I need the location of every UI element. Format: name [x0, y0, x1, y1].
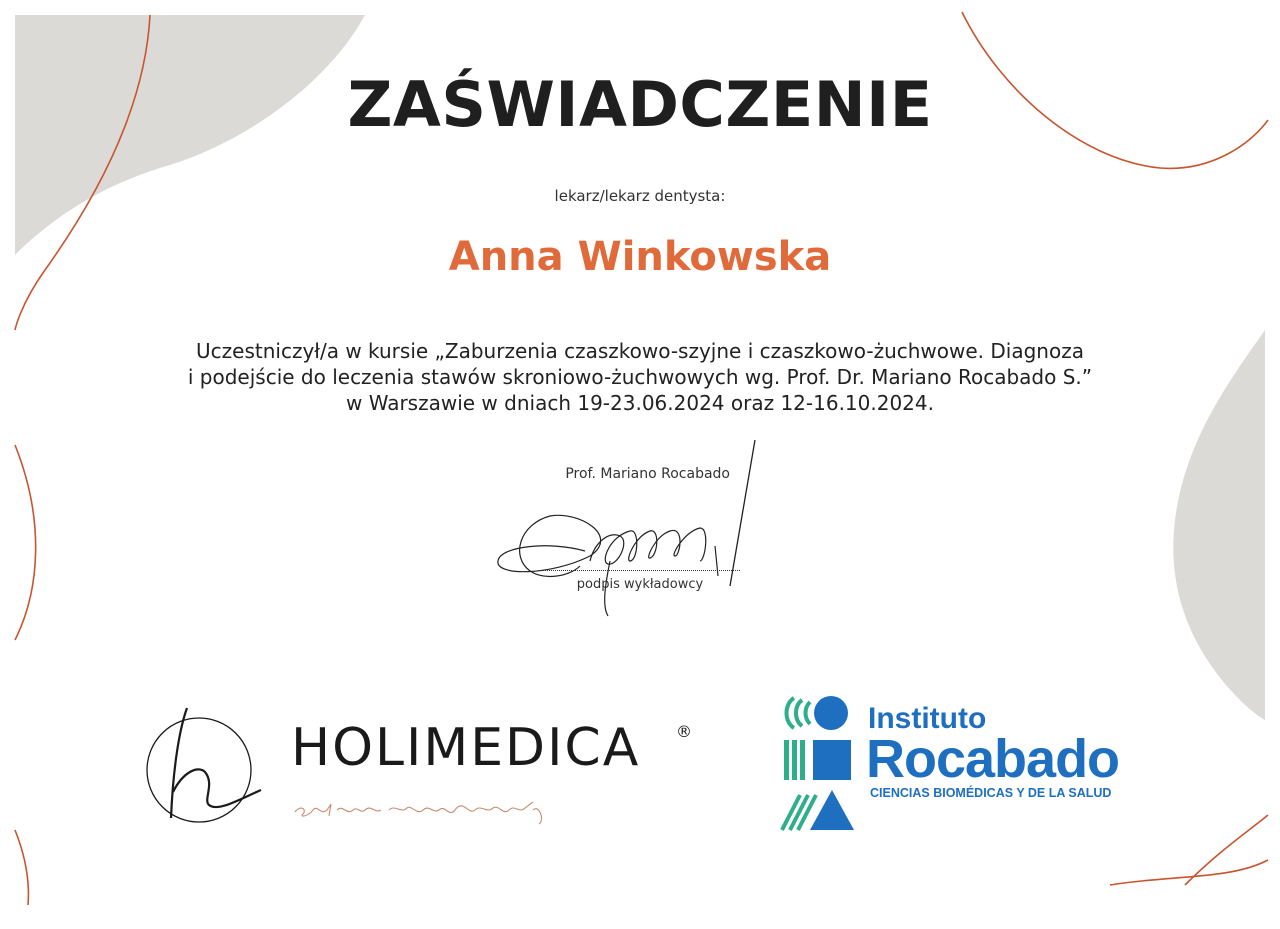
- rocabado-line-instituto: Instituto: [868, 702, 987, 735]
- course-line: w Warszawie w dniach 19-23.06.2024 oraz 12-16.10.2024.: [345, 391, 934, 415]
- registered-mark: ®: [676, 722, 692, 741]
- holimedica-logo: [143, 700, 703, 830]
- rocabado-line-subtitle: CIENCIAS BIOMÉDICAS Y DE LA SALUD: [870, 786, 1112, 800]
- handwritten-signature: [490, 436, 770, 626]
- course-description: [0, 338, 1280, 416]
- signature-line: [540, 570, 740, 571]
- course-line: i podejście do leczenia stawów skroniowo-żuchwowych wg. Prof. Dr. Mariano Rocabado S.”: [187, 365, 1093, 389]
- holimedica-h-icon: [143, 700, 263, 825]
- recipient-name: Anna Winkowska: [448, 234, 832, 280]
- rocabado-line-name: Rocabado: [866, 729, 1120, 789]
- holimedica-tagline-script: [293, 790, 593, 826]
- instituto-rocabado-logo: [780, 690, 1150, 835]
- lecturer-name: Prof. Mariano Rocabado: [565, 466, 730, 482]
- course-line: Uczestniczył/a w kursie „Zaburzenia czaszkowo-szyjne i czaszkowo-żuchwowe. Diagnoza: [196, 339, 1084, 363]
- certificate-title: ZAŚWIADCZENIE: [347, 68, 933, 141]
- holimedica-wordmark: HOLIMEDICA: [291, 718, 641, 778]
- signature-caption: podpis wykładowcy: [576, 577, 704, 592]
- recipient-label: lekarz/lekarz dentysta:: [554, 187, 726, 205]
- rocabado-emblem-icon: [780, 690, 855, 833]
